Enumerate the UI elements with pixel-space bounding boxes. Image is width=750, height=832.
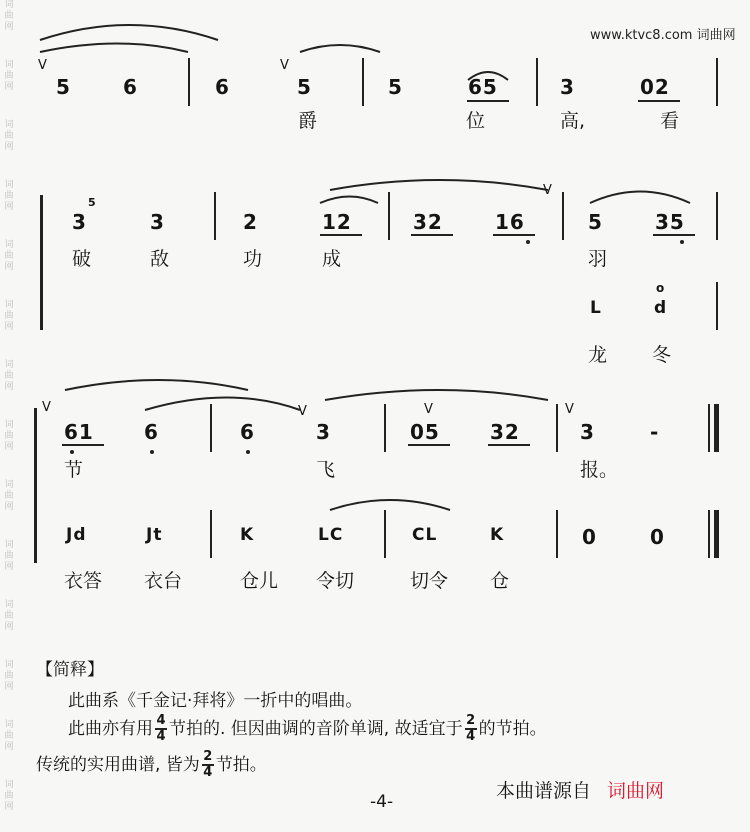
jianpu-note: 6 [144, 420, 159, 444]
final-bar-line-heavy [714, 510, 719, 558]
watermark-text: 词曲网 [4, 420, 14, 452]
breath-mark: V [38, 58, 47, 73]
perc-symbol: K [490, 525, 505, 545]
watermark-text: 词曲网 [4, 0, 14, 32]
bar-line [362, 58, 364, 106]
low-octave-dot [246, 450, 250, 454]
underline-beam [653, 234, 695, 236]
underline-beam [638, 100, 680, 102]
breath-mark: V [424, 402, 433, 417]
perc-symbol: CL [412, 525, 438, 545]
lyric: 敌 [150, 248, 170, 270]
notes-line: 此曲系《千金记·拜将》一折中的唱曲。 [68, 691, 363, 711]
bar-line [384, 404, 386, 452]
watermark-text: 词曲网 [4, 540, 14, 572]
jianpu-note: 5 [56, 75, 71, 99]
source-label: 本曲谱源自 [496, 780, 592, 802]
notes-line [36, 750, 267, 779]
lyric: 节 [64, 459, 84, 481]
bar-line [210, 404, 212, 452]
bar-line [188, 58, 190, 106]
watermark-text: 词曲网 [4, 120, 14, 152]
watermark-text: 词曲网 [4, 600, 14, 632]
lyric: 仓 [490, 570, 510, 592]
jianpu-note: 2 [243, 210, 258, 234]
bar-line [562, 192, 564, 240]
jianpu-note: 16 [495, 210, 525, 234]
jianpu-note: 32 [413, 210, 443, 234]
watermark-text: 词曲网 [4, 720, 14, 752]
perc-symbol: LC [318, 525, 344, 545]
jianpu-note: 65 [468, 75, 498, 99]
notes-text: 此曲亦有用 [68, 719, 153, 739]
lyric: 衣台 [144, 570, 183, 592]
system-bracket [34, 408, 37, 563]
underline-beam [493, 234, 535, 236]
slur [40, 25, 218, 40]
low-octave-dot [70, 450, 74, 454]
bar-line [716, 58, 718, 106]
watermark-text: 词曲网 [4, 660, 14, 692]
jianpu-note: 6 [240, 420, 255, 444]
jianpu-note: 5 [388, 75, 403, 99]
slur [40, 44, 188, 53]
jianpu-note: 3 [580, 420, 595, 444]
jianpu-note: 12 [322, 210, 352, 234]
time-signature: $\frac{4}{4}$ [156, 713, 166, 744]
watermark-text: 词曲网 [4, 300, 14, 332]
bar-line [384, 510, 386, 558]
underline-beam [488, 444, 530, 446]
breath-mark: V [543, 183, 552, 198]
bar-line [556, 510, 558, 558]
underline-beam [411, 234, 453, 236]
underline-beam [467, 100, 509, 102]
grace-note: 5 [88, 196, 96, 209]
watermark-text: 词曲网 [4, 60, 14, 92]
slur [145, 398, 300, 411]
bar-line [388, 192, 390, 240]
lyric: 令切 [316, 570, 355, 592]
jianpu-note: 02 [640, 75, 670, 99]
lyric: 看 [660, 110, 680, 132]
lyric: 爵 [298, 110, 318, 132]
notes-text: 传统的实用曲谱, 皆为 [36, 755, 200, 775]
perc-symbol: d [654, 298, 668, 318]
slur [320, 197, 378, 204]
bar-line [716, 192, 718, 240]
bar-line [536, 58, 538, 106]
lyric: 飞 [316, 459, 336, 481]
jianpu-note: 32 [490, 420, 520, 444]
perc-symbol: 0 [650, 525, 665, 549]
low-octave-dot [680, 240, 684, 244]
lyric: 羽 [588, 248, 608, 270]
notes-text: 节拍。 [215, 755, 267, 775]
jianpu-note: 3 [316, 420, 331, 444]
slur [330, 180, 548, 190]
jianpu-note: 3 [72, 210, 87, 234]
system-bracket [40, 195, 43, 330]
jianpu-note: 3 [150, 210, 165, 234]
underline-beam [62, 444, 104, 446]
breath-mark: V [42, 400, 51, 415]
underline-beam [320, 234, 362, 236]
lyric: 龙 [588, 344, 608, 366]
perc-symbol: Jt [146, 525, 163, 545]
jianpu-note: 35 [655, 210, 685, 234]
slur [590, 192, 690, 204]
lyric: 冬 [652, 344, 672, 366]
final-bar-line [708, 510, 710, 558]
notes-text: 的节拍。 [478, 719, 547, 739]
jianpu-note: 3 [560, 75, 575, 99]
time-signature: $\frac{2}{4}$ [203, 749, 213, 780]
lyric: 成 [322, 248, 342, 270]
slur [330, 500, 450, 510]
bar-line [716, 282, 718, 330]
jianpu-note: 61 [64, 420, 94, 444]
lyric: 破 [72, 248, 92, 270]
jianpu-note: 5 [297, 75, 312, 99]
lyric: 仓儿 [240, 570, 279, 592]
lyric: 功 [243, 248, 263, 270]
watermark-text: 词曲网 [4, 240, 14, 272]
final-bar-line [708, 404, 710, 452]
jianpu-note: 05 [410, 420, 440, 444]
jianpu-note: - [650, 420, 660, 444]
page-number: -4- [370, 792, 394, 812]
jianpu-note: 6 [123, 75, 138, 99]
jianpu-note: 6 [215, 75, 230, 99]
lyric: 衣答 [64, 570, 103, 592]
slur [300, 45, 380, 52]
lyric: 报。 [580, 459, 619, 481]
notes-text: 节拍的. 但因曲调的音阶单调, 故适宜于 [169, 719, 463, 739]
perc-symbol: Jd [66, 525, 87, 545]
source-credit [496, 776, 664, 803]
perc-symbol: K [240, 525, 255, 545]
breath-mark: V [280, 58, 289, 73]
time-signature: $\frac{2}{4}$ [466, 713, 476, 744]
breath-mark: V [298, 404, 307, 419]
perc-symbol: L [590, 298, 602, 318]
lyric: 位 [466, 110, 486, 132]
notes-heading: 【简释】 [36, 660, 104, 680]
bar-line [214, 192, 216, 240]
jianpu-note: 5 [588, 210, 603, 234]
site-watermark: www.ktvc8.com 词曲网 [590, 28, 736, 43]
notes-line [68, 714, 547, 743]
bar-line [210, 510, 212, 558]
underline-beam [408, 444, 450, 446]
lyric: 高, [560, 110, 586, 132]
low-octave-dot [150, 450, 154, 454]
watermark-text: 词曲网 [4, 780, 14, 812]
source-site-link[interactable]: 词曲网 [607, 780, 665, 802]
breath-mark: V [565, 402, 574, 417]
slur [325, 390, 548, 400]
slur [65, 380, 248, 390]
watermark-text: 词曲网 [4, 360, 14, 392]
lyric: 切令 [410, 570, 449, 592]
watermark-text: 词曲网 [4, 180, 14, 212]
final-bar-line-heavy [714, 404, 719, 452]
perc-symbol: 0 [582, 525, 597, 549]
watermark-text: 词曲网 [4, 480, 14, 512]
perc-symbol: o [656, 281, 665, 295]
bar-line [556, 404, 558, 452]
low-octave-dot [526, 240, 530, 244]
